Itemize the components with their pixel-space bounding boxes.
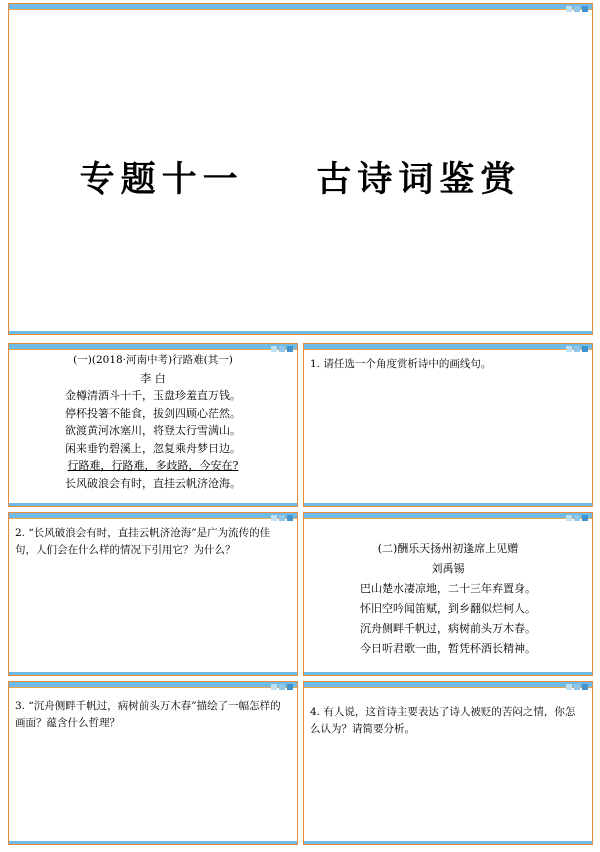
poem-author: 李 白	[140, 371, 166, 385]
top-line	[304, 518, 592, 519]
top-line	[9, 9, 592, 10]
corner-square	[271, 515, 277, 521]
corner-square	[574, 6, 580, 12]
bottom-bar	[304, 672, 592, 675]
corner-square	[582, 684, 588, 690]
poem-text	[9, 352, 297, 492]
corner-square	[582, 346, 588, 352]
top-line	[304, 349, 592, 350]
poem-line: 金樽清酒斗十千，玉盘珍羞直万钱。	[65, 389, 241, 402]
bottom-bar	[9, 672, 297, 675]
poem-text	[304, 539, 592, 659]
poem-author: 刘禹锡	[431, 562, 465, 575]
page-title: 专题十一 古诗词鉴赏	[79, 159, 522, 200]
poem-line: 长风破浪会有时，直挂云帆济沧海。	[65, 476, 241, 490]
corner-square	[566, 515, 572, 521]
bottom-bar	[304, 841, 592, 844]
corner-square	[279, 515, 285, 521]
corner-square	[287, 684, 293, 690]
bottom-bar	[9, 331, 592, 334]
question-text: 1. 请任选一个角度赏析诗中的画线句。	[310, 358, 492, 370]
corner-square	[566, 6, 572, 12]
corner-square	[566, 346, 572, 352]
slide-question-3	[8, 681, 298, 845]
slide-poem-2	[303, 512, 593, 676]
top-line	[304, 687, 592, 688]
slide-title	[8, 3, 593, 335]
poem-line: 今日听君歌一曲，暂凭杯酒长精神。	[360, 642, 536, 655]
slide-question-2	[8, 512, 298, 676]
corner-square	[271, 684, 277, 690]
poem-line: 欲渡黄河冰塞川，将登太行雪满山。	[65, 424, 241, 437]
bottom-bar	[9, 841, 297, 844]
corner-square	[574, 515, 580, 521]
top-line	[9, 518, 297, 519]
top-line	[9, 687, 297, 688]
corner-square	[574, 684, 580, 690]
question-text: 3. “沉舟侧畔千帆过，病树前头万木春”描绘了一幅怎样的画面？蕴含什么哲理？	[15, 700, 281, 729]
question-text: 2. “长风破浪会有时，直挂云帆济沧海”是广为流传的佳句，人们会在什么样的情况下引用它？为什么？	[15, 527, 271, 556]
question-text: 4. 有人说，这首诗主要表达了诗人被贬的苦闷之情，你怎么认为？请简要分析。	[310, 706, 576, 735]
poem-line: 停杯投箸不能食，拔剑四顾心茫然。	[65, 406, 241, 420]
poem-line: 沉舟侧畔千帆过，病树前头万木春。	[360, 622, 536, 635]
corner-square	[566, 684, 572, 690]
poem-heading: (二)酬乐天扬州初逢席上见赠	[377, 542, 519, 555]
poem-line: 巴山楚水凄凉地，二十三年弃置身。	[360, 582, 536, 595]
corner-square	[582, 515, 588, 521]
poem-line-underlined: 行路难，行路难，多歧路，今安在?	[67, 459, 239, 472]
slide-question-1	[303, 343, 593, 507]
corner-square	[287, 515, 293, 521]
poem-line: 闲来垂钓碧溪上，忽复乘舟梦日边。	[65, 441, 241, 455]
corner-square	[279, 684, 285, 690]
corner-square	[582, 6, 588, 12]
bottom-bar	[9, 503, 297, 506]
corner-square	[574, 346, 580, 352]
top-line	[9, 349, 297, 350]
slide-question-4	[303, 681, 593, 845]
poem-line: 怀旧空吟闻笛赋，到乡翻似烂柯人。	[360, 602, 536, 615]
bottom-bar	[304, 503, 592, 506]
poem-heading: (一)(2018·河南中考)行路难(其一)	[73, 354, 233, 366]
slide-poem-1	[8, 343, 298, 507]
